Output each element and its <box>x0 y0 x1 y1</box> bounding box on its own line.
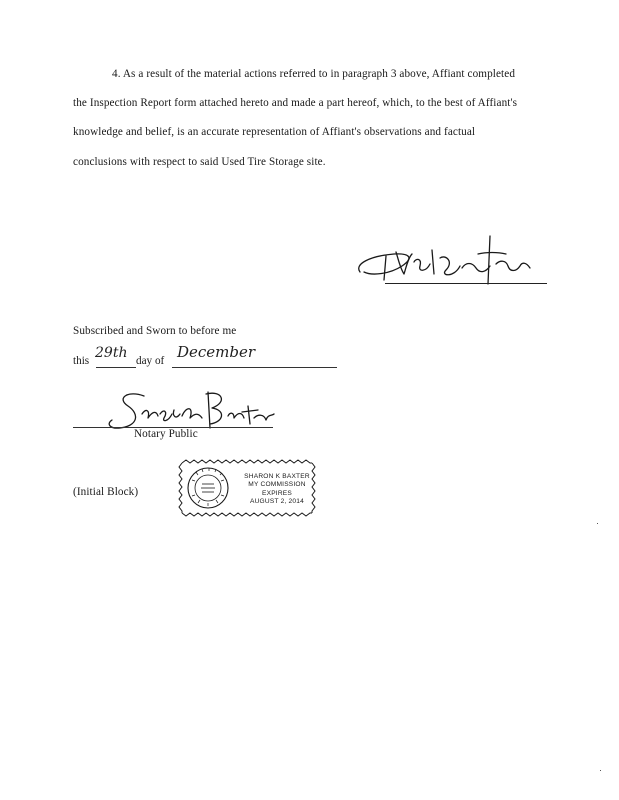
paragraph-4-line-3: knowledge and belief, is an accurate representation of Affiant's observations and factual <box>73 126 476 138</box>
paragraph-4-line-4: conclusions with respect to said Used Tire Storage site. <box>73 156 326 168</box>
notary-seal-text <box>234 473 320 507</box>
jurat-this-word: this <box>73 355 90 367</box>
jurat-month-value: December <box>177 343 256 361</box>
initial-block-label: (Initial Block) <box>73 486 139 498</box>
seal-commission-label: MY COMMISSION EXPIRES <box>248 481 306 497</box>
jurat-subscribed-text: Subscribed and Sworn to before me <box>73 325 237 337</box>
affiant-signature <box>350 228 550 286</box>
jurat-date-line <box>73 345 293 371</box>
paragraph-4-line-2: the Inspection Report form attached hereto and made a part hereof, which, to the best of Affiant's <box>73 97 518 109</box>
jurat-month-underline <box>172 367 337 368</box>
jurat-day-value: 29th <box>95 345 128 361</box>
notary-public-caption: Notary Public <box>134 428 198 440</box>
jurat-day-of-word: day of <box>136 355 165 367</box>
seal-expiration-date: AUGUST 2, 2014 <box>250 498 304 506</box>
paragraph-4-line-1: 4. As a result of the material actions referred to in paragraph 3 above, Affiant completed <box>112 68 516 80</box>
jurat-day-underline <box>96 367 136 368</box>
scan-speck <box>597 523 598 524</box>
seal-notary-name: SHARON K BAXTER <box>244 473 310 480</box>
affiant-signature-line <box>385 283 547 284</box>
scan-speck <box>600 770 601 771</box>
